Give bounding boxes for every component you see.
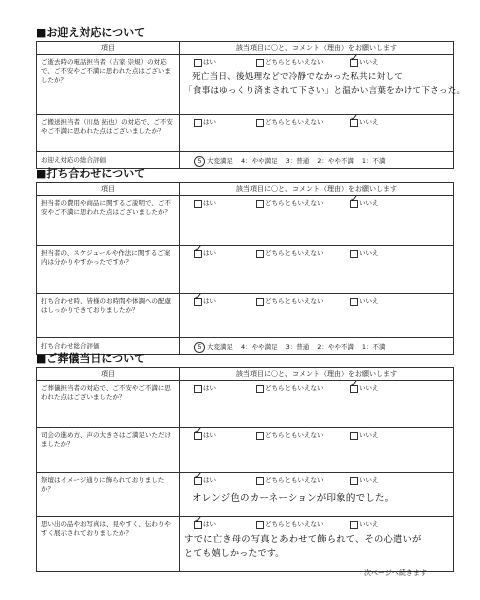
table-row [37,196,454,246]
checkbox[interactable] [194,119,202,127]
answer-cell [180,294,454,338]
option-no[interactable]: いいえ [350,249,379,258]
table-header-row [37,42,454,55]
option-neutral[interactable]: どちらともいえない [256,384,350,393]
option-neutral[interactable]: どちらともいえない [256,199,350,208]
option-yes[interactable]: はい [194,118,256,127]
table-header-row [37,183,454,196]
checkbox[interactable] [194,521,202,529]
option-neutral[interactable]: どちらともいえない [256,297,350,306]
section-title-meeting: ■打ち合わせについて [36,167,146,180]
table-row [37,246,454,294]
option-neutral[interactable]: どちらともいえない [256,249,350,258]
header-item: 項目 [37,42,180,55]
question-text: ご葬儀担当者の対応で、ご不安やご不満に思われた点はございましたか？ [37,381,180,428]
checkbox[interactable] [350,59,358,67]
meeting-table [36,182,454,355]
checkbox[interactable] [194,59,202,67]
option-no[interactable]: ✓ いいえ [350,199,379,208]
option-no[interactable]: いいえ [350,520,379,529]
answer-options [194,118,379,127]
rating-4[interactable]: 4：やや満足 [241,157,278,165]
checkbox[interactable] [350,521,358,529]
continue-note: 次ページへ続きます [364,569,427,577]
rating-3[interactable]: 3：普通 [285,343,310,351]
table-row [37,381,454,428]
option-yes[interactable]: ✓ はい [194,476,256,485]
table-row [37,115,454,152]
checkbox[interactable] [194,432,202,440]
checkbox[interactable] [256,432,264,440]
summary-label: 打ち合わせ総合評価 [37,338,180,355]
question-text: ご逝去時の電話担当者（吉家 崇規）の対応で、ご不安やご不満に思われた点はございましたか？ [37,55,180,115]
option-no[interactable]: ✓ いいえ [350,58,379,67]
question-text: 打ち合わせ時、皆様のお時間や体調への配慮はしっかりできておりましたか？ [37,294,180,338]
answer-options [194,520,379,529]
table-row [37,473,454,517]
checkbox[interactable] [256,385,264,393]
handwritten-comment: オレンジ色のカーネーションが印象的でした。 [192,493,395,504]
handwritten-comment: 「食事はゆっくり済まされて下さい」と温かい言葉をかけて下さった。 [184,86,466,96]
pickup-table [36,41,466,169]
checkbox[interactable] [194,250,202,258]
answer-cell [180,196,454,246]
rating-4[interactable]: 4：やや満足 [241,343,278,351]
checkbox[interactable] [256,200,264,208]
question-text: 担当者の費用や商品に関するご説明で、ご不安やご不満に思われた点はございましたか？ [37,196,180,246]
question-text: 司会の進め方、声の大きさはご満足いただけましたか？ [37,428,180,473]
option-neutral[interactable]: どちらともいえない [256,520,350,529]
rating-1[interactable]: 1：不満 [361,343,386,351]
question-text: 担当者の、スケジュールや作法に関するご案内は分かりやすかったですか？ [37,246,180,294]
option-no[interactable]: ✓ いいえ [350,384,379,393]
rating-selected[interactable]: 5 [194,342,205,353]
option-neutral[interactable]: どちらともいえない [256,118,350,127]
checkbox[interactable] [256,521,264,529]
summary-row [37,152,454,169]
table-row [37,294,454,338]
option-no[interactable]: いいえ [350,297,379,306]
table-header-row [37,368,454,381]
answer-options [194,384,379,393]
rating-3[interactable]: 3：普通 [285,157,310,165]
checkbox[interactable] [350,385,358,393]
question-text: ご搬送担当者（川島 拓也）の対応で、ご不安やご不満に思われた点はございましたか？ [37,115,180,152]
question-text: 祭壇はイメージ通りに飾られておりましたか？ [37,473,180,517]
header-instruction: 該当項目に〇と、コメント（理由）をお願いします [180,42,454,55]
answer-cell [180,115,454,152]
checkbox[interactable] [350,200,358,208]
answer-options [194,476,379,485]
checkbox[interactable] [350,119,358,127]
answer-cell [180,381,454,428]
summary-cell [180,152,454,169]
option-yes[interactable]: ✓ はい [194,297,256,306]
answer-options [194,199,379,208]
rating-5-label: 大変満足 [207,343,233,351]
answer-options [194,58,379,67]
checkbox[interactable] [256,250,264,258]
checkbox[interactable] [256,477,264,485]
answer-options [194,297,379,306]
funeral-day-table [36,367,454,572]
option-yes[interactable]: はい [194,199,256,208]
checkbox[interactable] [194,477,202,485]
checkbox[interactable] [256,59,264,67]
checkbox[interactable] [194,298,202,306]
option-neutral[interactable]: どちらともいえない [256,476,350,485]
checkbox[interactable] [350,477,358,485]
option-yes[interactable]: はい [194,384,256,393]
rating-2[interactable]: 2：やや不満 [317,157,354,165]
option-yes[interactable]: ✓ はい [194,520,256,529]
handwritten-comment: すでに亡き母の写真とあわせて飾られて、その心遣いが [184,534,422,545]
rating-scale [194,342,394,353]
answer-options [194,431,379,440]
option-yes[interactable]: ✓ はい [194,249,256,258]
section-title-pickup: ■お迎え対応について [36,26,146,39]
rating-5-label: 大変満足 [207,157,233,165]
answer-cell [180,246,454,294]
section-title-funeral-day: ■ご葬儀当日について [36,352,146,365]
handwritten-comment: 死亡当日、後処理などで冷静でなかった私共に対して [192,72,404,82]
answer-cell [180,428,454,473]
answer-options [194,249,379,258]
table-row [37,55,454,115]
answer-cell [180,517,454,572]
rating-1[interactable]: 1：不満 [361,157,386,165]
handwritten-comment: とても嬉しかったです。 [184,549,285,559]
rating-selected[interactable]: 5 [194,156,205,167]
header-item: 項目 [37,368,180,381]
summary-cell [180,338,454,355]
table-row [37,517,454,572]
option-neutral[interactable]: どちらともいえない [256,58,350,67]
option-yes[interactable]: はい [194,58,256,67]
checkbox[interactable] [350,432,358,440]
checkbox[interactable] [256,119,264,127]
header-instruction: 該当項目に〇と、コメント（理由）をお願いします [180,368,454,381]
rating-2[interactable]: 2：やや不満 [317,343,354,351]
checkbox[interactable] [194,385,202,393]
option-no[interactable]: ✓ いいえ [350,118,379,127]
summary-label: お迎え対応の総合評価 [37,152,180,169]
option-yes[interactable]: ✓ はい [194,431,256,440]
header-item: 項目 [37,183,180,196]
option-no[interactable]: いいえ [350,476,379,485]
table-row [37,428,454,473]
header-instruction: 該当項目に〇と、コメント（理由）をお願いします [180,183,454,196]
option-neutral[interactable]: どちらともいえない [256,431,350,440]
rating-scale [194,156,394,167]
checkbox[interactable] [256,298,264,306]
checkbox[interactable] [350,298,358,306]
answer-cell [180,473,454,517]
option-no[interactable]: いいえ [350,431,379,440]
checkbox[interactable] [194,200,202,208]
question-text: 思い出の品やお写真は、見やすく、伝わりやすく展示されておりましたか？ [37,517,180,572]
answer-cell [180,55,466,115]
checkbox[interactable] [350,250,358,258]
